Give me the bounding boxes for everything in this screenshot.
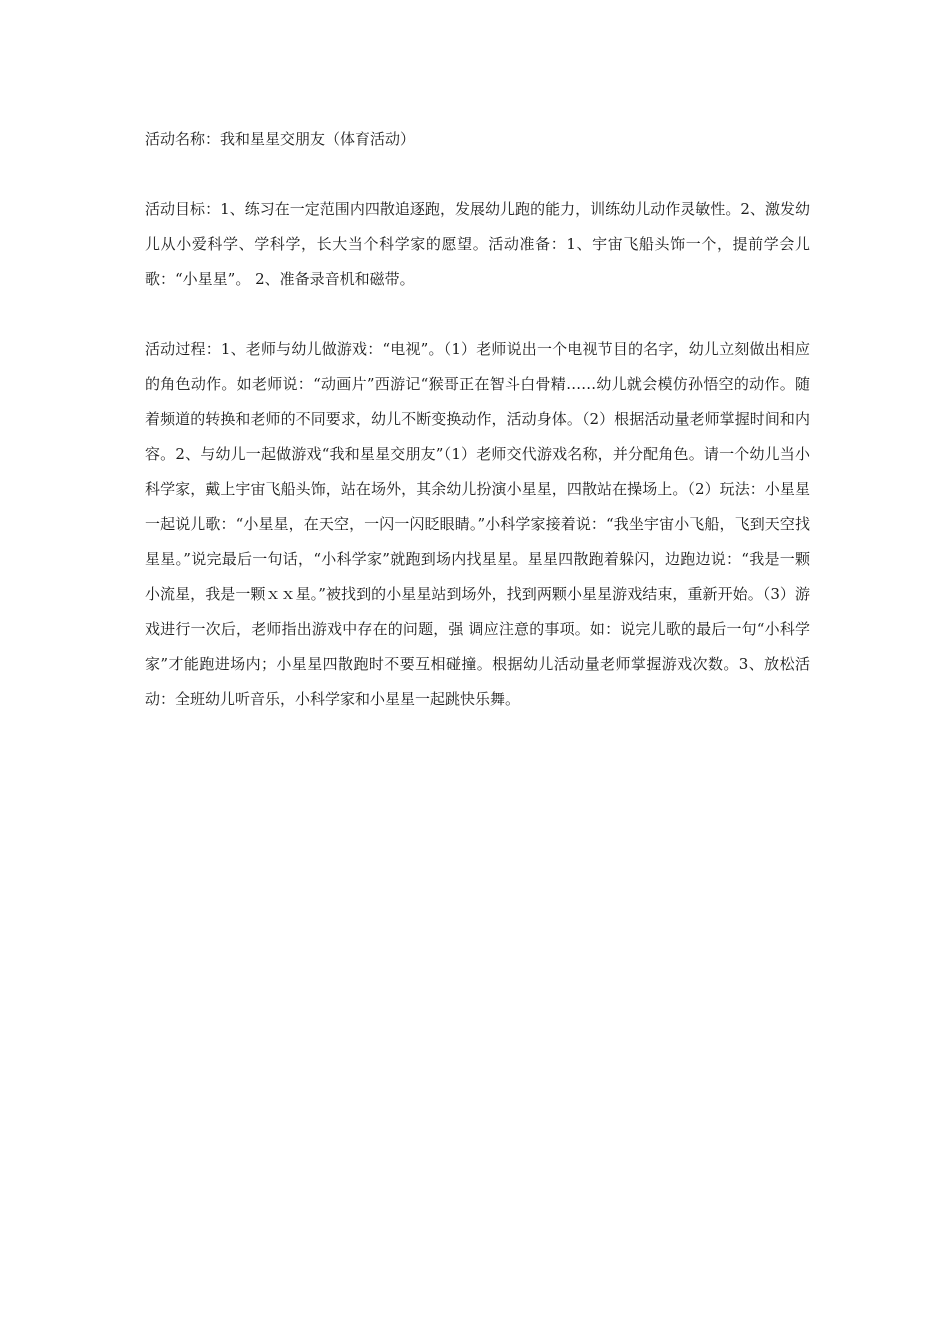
activity-name-line: 活动名称：我和星星交朋友（体育活动） bbox=[145, 130, 416, 148]
document-body bbox=[145, 122, 810, 717]
activity-process-paragraph: 活动过程：1、老师与幼儿做游戏：“电视”。（1）老师说出一个电视节目的名字，幼儿立刻做出相应的角色动作。如老师说：“动画片”西游记“猴哥正在智斗白骨精……幼儿就会模仿孙悟空的动作。随着频道的转换和老师的不同要求，幼儿不断变换动作，活动身体。（2）根据活动量老师掌握时间和内容。2、与幼儿一起做游戏“我和星星交朋友”（1）老师交代游戏名称，并分配角色。请一个幼儿当小科学家，戴上宇宙飞船头饰，站在场外，其余幼儿扮演小星星，四散站在操场上。（2）玩法：小星星一起说儿歌：“小星星，在天空，一闪一闪眨眼睛。”小科学家接着说：“我坐宇宙小飞船，飞到天空找星星。”说完最后一句话，“小科学家”就跑到场内找星星。星星四散跑着躲闪，边跑边说：“我是一颗小流星，我是一颗ｘｘ星。”被找到的小星星站到场外，找到两颗小星星游戏结束，重新开始。（3）游戏进行一次后，老师指出游戏中存在的问题，强 调应注意的事项。如：说完儿歌的最后一句“小科学家”才能跑进场内；小星星四散跑时不要互相碰撞。根据幼儿活动量老师掌握游戏次数。3、放松活动：全班幼儿听音乐，小科学家和小星星一起跳快乐舞。 bbox=[145, 340, 810, 708]
activity-goals-paragraph: 活动目标：1、练习在一定范围内四散追逐跑，发展幼儿跑的能力，训练幼儿动作灵敏性。2、激发幼儿从小爱科学、学科学，长大当个科学家的愿望。活动准备：1、宇宙飞船头饰一个，提前学会儿歌：“小星星”。 2、准备录音机和磁带。 bbox=[145, 200, 810, 288]
